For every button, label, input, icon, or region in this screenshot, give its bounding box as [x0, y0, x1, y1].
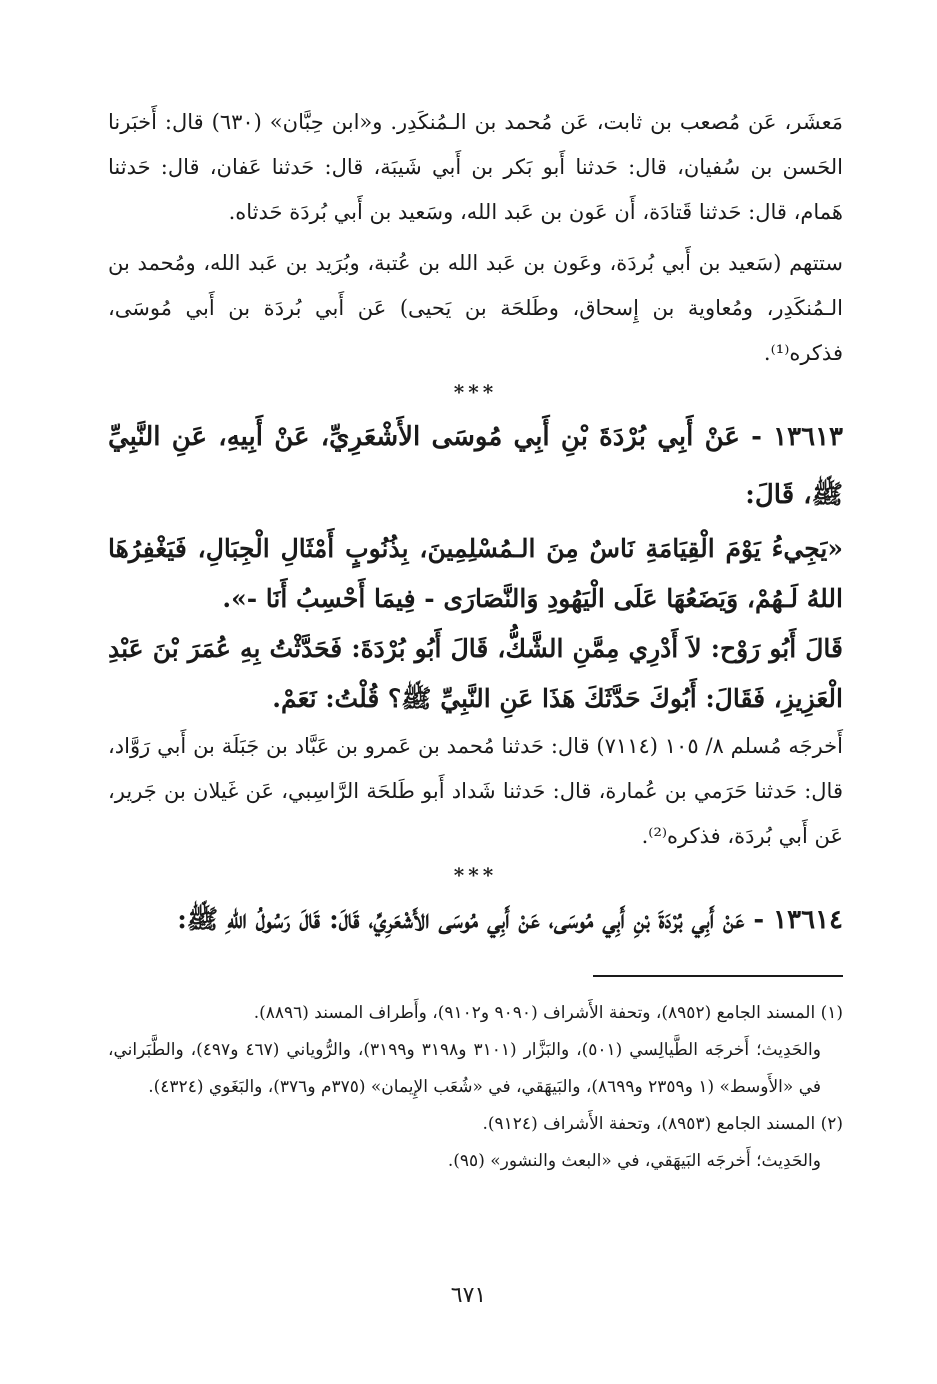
- footnote-separator: [593, 975, 843, 977]
- footnotes: [108, 995, 843, 1180]
- paragraph-continuation: مَعشَر، عَن مُصعب بن ثابت، عَن مُحمد بن الـمُنكَدِر. و«ابن حِبَّان» (٦٣٠) قال: أَخبَرنا الحَسن بن سُفيان، قال: حَدثنا أَبو بَكر بن أَبي شَيبَة، قال: حَدثنا عَفان، قال: حَدثنا هَمام، قال: حَدثنا قَتادَة، أَن عَون بن عَبد الله، وسَعيد بن أَبي بُردَة حَدثاه.: [108, 110, 843, 224]
- hadith-13613-takhrij: أَخرجَه مُسلم ٨/ ١٠٥ (٧١١٤) قال: حَدثنا مُحمد بن عَمرو بن عَبَّاد بن جَبَلَة بن أَبي رَوَّاد، قال: حَدثنا حَرَمي بن عُمارة، قال: حَدثنا شَداد أَبو طَلحَة الرَّاسِبي، عَن غَيلان بن جَرير، عَن أَبي بُردَة، فذكره⁽²⁾.: [108, 734, 844, 848]
- hadith-13613-matn: «يَجِيءُ يَوْمَ الْقِيَامَةِ نَاسٌ مِنَ الـمُسْلِمِينَ، بِذُنُوبٍ أَمْثَالِ الْجِبَالِ، فَيَغْفِرُهَا اللهُ لَـهُمْ، وَيَضَعُهَا عَلَى الْيَهُودِ وَالنَّصَارَى - فِيمَا أَحْسِبُ أَنَا -».: [108, 534, 843, 613]
- footnote-1: (١) المسند الجامع (٨٩٥٢)، وتحفة الأَشراف (٩٠٩٠ و٩١٠٢)، وأَطراف المسند (٨٨٩٦).: [253, 1003, 843, 1023]
- section-divider-stars: ***: [453, 863, 498, 887]
- page-body: [108, 100, 843, 1340]
- footnote-2-detail: والحَدِيث؛ أَخرجَه البَيهَقي، في «البعث والنشور» (٩٥).: [447, 1151, 821, 1171]
- paragraph-summary: ستتهم (سَعيد بن أَبي بُردَة، وعَون بن عَبد الله بن عُتبة، وبُرَيد بن عَبد الله، ومُحمد بن الـمُنكَدِر، ومُعاوية بن إِسحاق، وطَلحَة بن يَحيى) عَن أَبي بُردَة بن أَبي مُوسَى، فذكره⁽¹⁾.: [108, 251, 843, 365]
- footnote-1-detail: والحَدِيث؛ أَخرجَه الطَّيالِسي (٥٠١)، والبَزَّار (٣١٠١ و٣١٩٨ و٣١٩٩)، والرُّوياني (٤٦٧ و٤٩٧)، والطَّبَراني، في «الأَوسط» (١ و٢٣٥٩ و٨٦٩٩)، والبَيهَقي، في «شُعَب الإِيمان» (٣٧٥م و٣٧٦)، والبَغَوي (٤٣٢٤).: [108, 1040, 821, 1097]
- hadith-13613-comment: قَالَ أَبُو رَوْح: لاَ أَدْرِي مِمَّنِ الشَّكُّ، قَالَ أَبُو بُرْدَةَ: فَحَدَّثْتُ بِهِ عُمَرَ بْنَ عَبْدِ الْعَزِيزِ، فَقَالَ: أَبُوكَ حَدَّثَكَ هَذَا عَنِ النَّبِيِّ ﷺ؟ قُلْتُ: نَعَمْ.: [108, 634, 843, 713]
- footnote-2: (٢) المسند الجامع (٨٩٥٣)، وتحفة الأَشراف (٩١٢٤).: [482, 1114, 843, 1134]
- hadith-13614-isnad: ١٣٦١٤ - عَنْ أَبِي بُرْدَةَ بْنِ أَبِي مُوسَى، عَنْ أَبِي مُوسَى الأَشْعَرِيِّ، قَالَ: قَالَ رَسُولُ اللهِ ﷺ:: [177, 905, 843, 935]
- hadith-13613-isnad: ١٣٦١٣ - عَنْ أَبِي بُرْدَةَ بْنِ أَبِي مُوسَى الأَشْعَرِيِّ، عَنْ أَبِيهِ، عَنِ النَّبِيِّ ﷺ، قَالَ:: [108, 422, 843, 510]
- page-number: ٦٧١: [450, 1283, 487, 1308]
- section-divider-stars: ***: [453, 380, 498, 404]
